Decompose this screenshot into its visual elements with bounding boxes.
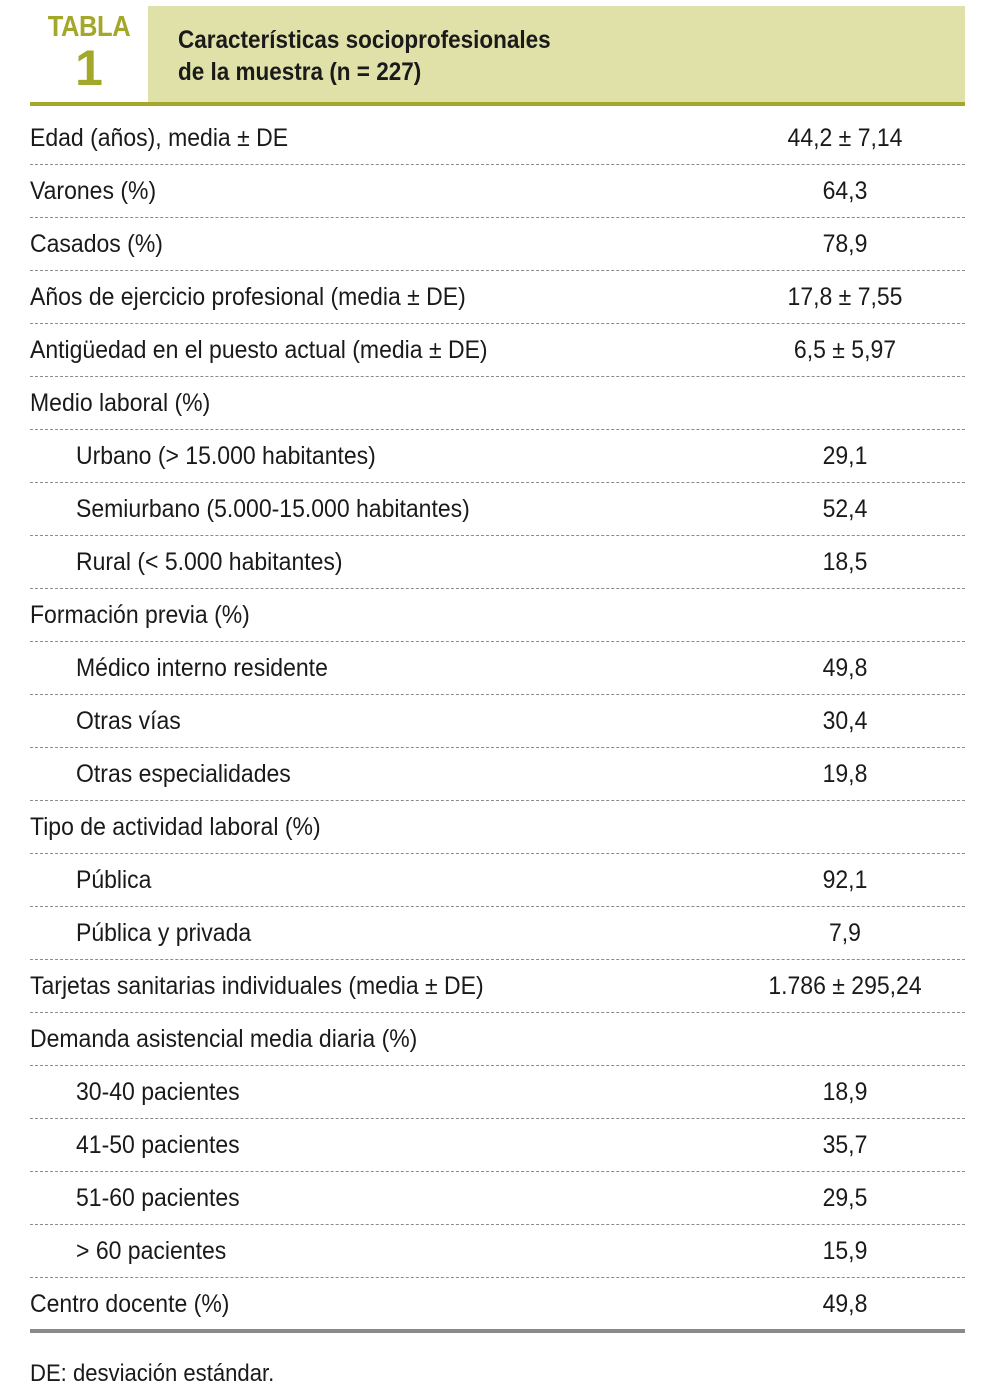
table-row	[30, 1013, 965, 1066]
row-value: 78,9	[822, 230, 868, 258]
row-value: 18,9	[822, 1078, 868, 1106]
row-value: 49,8	[822, 654, 868, 682]
data-table	[30, 112, 965, 1330]
header-divider	[30, 102, 965, 106]
row-label: Edad (años), media ± DE	[30, 124, 289, 152]
row-label: 30-40 pacientes	[76, 1078, 240, 1106]
table-row	[30, 854, 965, 907]
table-row	[30, 483, 965, 536]
row-value: 6,5 ± 5,97	[793, 336, 897, 364]
row-label: 51-60 pacientes	[76, 1184, 240, 1212]
row-label: Centro docente (%)	[30, 1290, 230, 1318]
row-label: Otras especialidades	[76, 760, 291, 788]
row-value: 29,5	[822, 1184, 868, 1212]
row-value: 19,8	[822, 760, 868, 788]
row-label: Casados (%)	[30, 230, 163, 258]
table-tag-label: TABLA	[47, 11, 131, 43]
row-label: Tipo de actividad laboral (%)	[30, 813, 321, 841]
row-label: Varones (%)	[30, 177, 157, 205]
table-row	[30, 695, 965, 748]
table-row	[30, 1066, 965, 1119]
table-tag-number: 1	[75, 40, 103, 96]
row-label: Pública	[76, 866, 152, 894]
table-row	[30, 907, 965, 960]
table-row	[30, 377, 965, 430]
table-title-line-2: de la muestra (n = 227)	[178, 58, 422, 86]
table-row	[30, 1225, 965, 1278]
table-row	[30, 960, 965, 1013]
row-value: 30,4	[822, 707, 868, 735]
table-row	[30, 642, 965, 695]
table-header	[30, 6, 965, 102]
table-row	[30, 536, 965, 589]
row-value: 17,8 ± 7,55	[787, 283, 903, 311]
row-label: Pública y privada	[76, 919, 252, 947]
row-value: 64,3	[822, 177, 868, 205]
row-label: Años de ejercicio profesional (media ± DE)	[30, 283, 466, 311]
row-value: 7,9	[829, 919, 861, 947]
table-row	[30, 1172, 965, 1225]
row-label: Urbano (> 15.000 habitantes)	[76, 442, 376, 470]
row-label: 41-50 pacientes	[76, 1131, 240, 1159]
table-tag	[30, 6, 148, 102]
table-row	[30, 271, 965, 324]
table-row	[30, 748, 965, 801]
table-title-line-1: Características socioprofesionales	[178, 26, 551, 54]
table-row	[30, 430, 965, 483]
row-label: Otras vías	[76, 707, 181, 735]
row-label: Formación previa (%)	[30, 601, 250, 629]
row-value: 18,5	[822, 548, 868, 576]
row-label: Rural (< 5.000 habitantes)	[76, 548, 343, 576]
table-bottom-divider	[30, 1329, 965, 1333]
table-row	[30, 165, 965, 218]
row-label: Antigüedad en el puesto actual (media ± DE)	[30, 336, 488, 364]
table-title-box	[148, 6, 965, 102]
table-footnote: DE: desviación estándar.	[30, 1360, 275, 1387]
row-label: > 60 pacientes	[76, 1237, 227, 1265]
table-row	[30, 1119, 965, 1172]
row-value: 44,2 ± 7,14	[787, 124, 903, 152]
table-row	[30, 218, 965, 271]
row-value: 52,4	[822, 495, 868, 523]
row-label: Medio laboral (%)	[30, 389, 211, 417]
row-value: 15,9	[822, 1237, 868, 1265]
row-label: Tarjetas sanitarias individuales (media ± DE)	[30, 972, 484, 1000]
table-row	[30, 324, 965, 377]
row-value: 29,1	[822, 442, 868, 470]
row-value: 49,8	[822, 1290, 868, 1318]
row-value: 35,7	[822, 1131, 868, 1159]
table-row	[30, 1278, 965, 1330]
row-label: Demanda asistencial media diaria (%)	[30, 1025, 418, 1053]
table-row	[30, 589, 965, 642]
row-label: Médico interno residente	[76, 654, 328, 682]
row-value: 1.786 ± 295,24	[768, 972, 922, 1000]
row-label: Semiurbano (5.000-15.000 habitantes)	[76, 495, 470, 523]
table-row	[30, 801, 965, 854]
row-value: 92,1	[822, 866, 868, 894]
table-row	[30, 112, 965, 165]
